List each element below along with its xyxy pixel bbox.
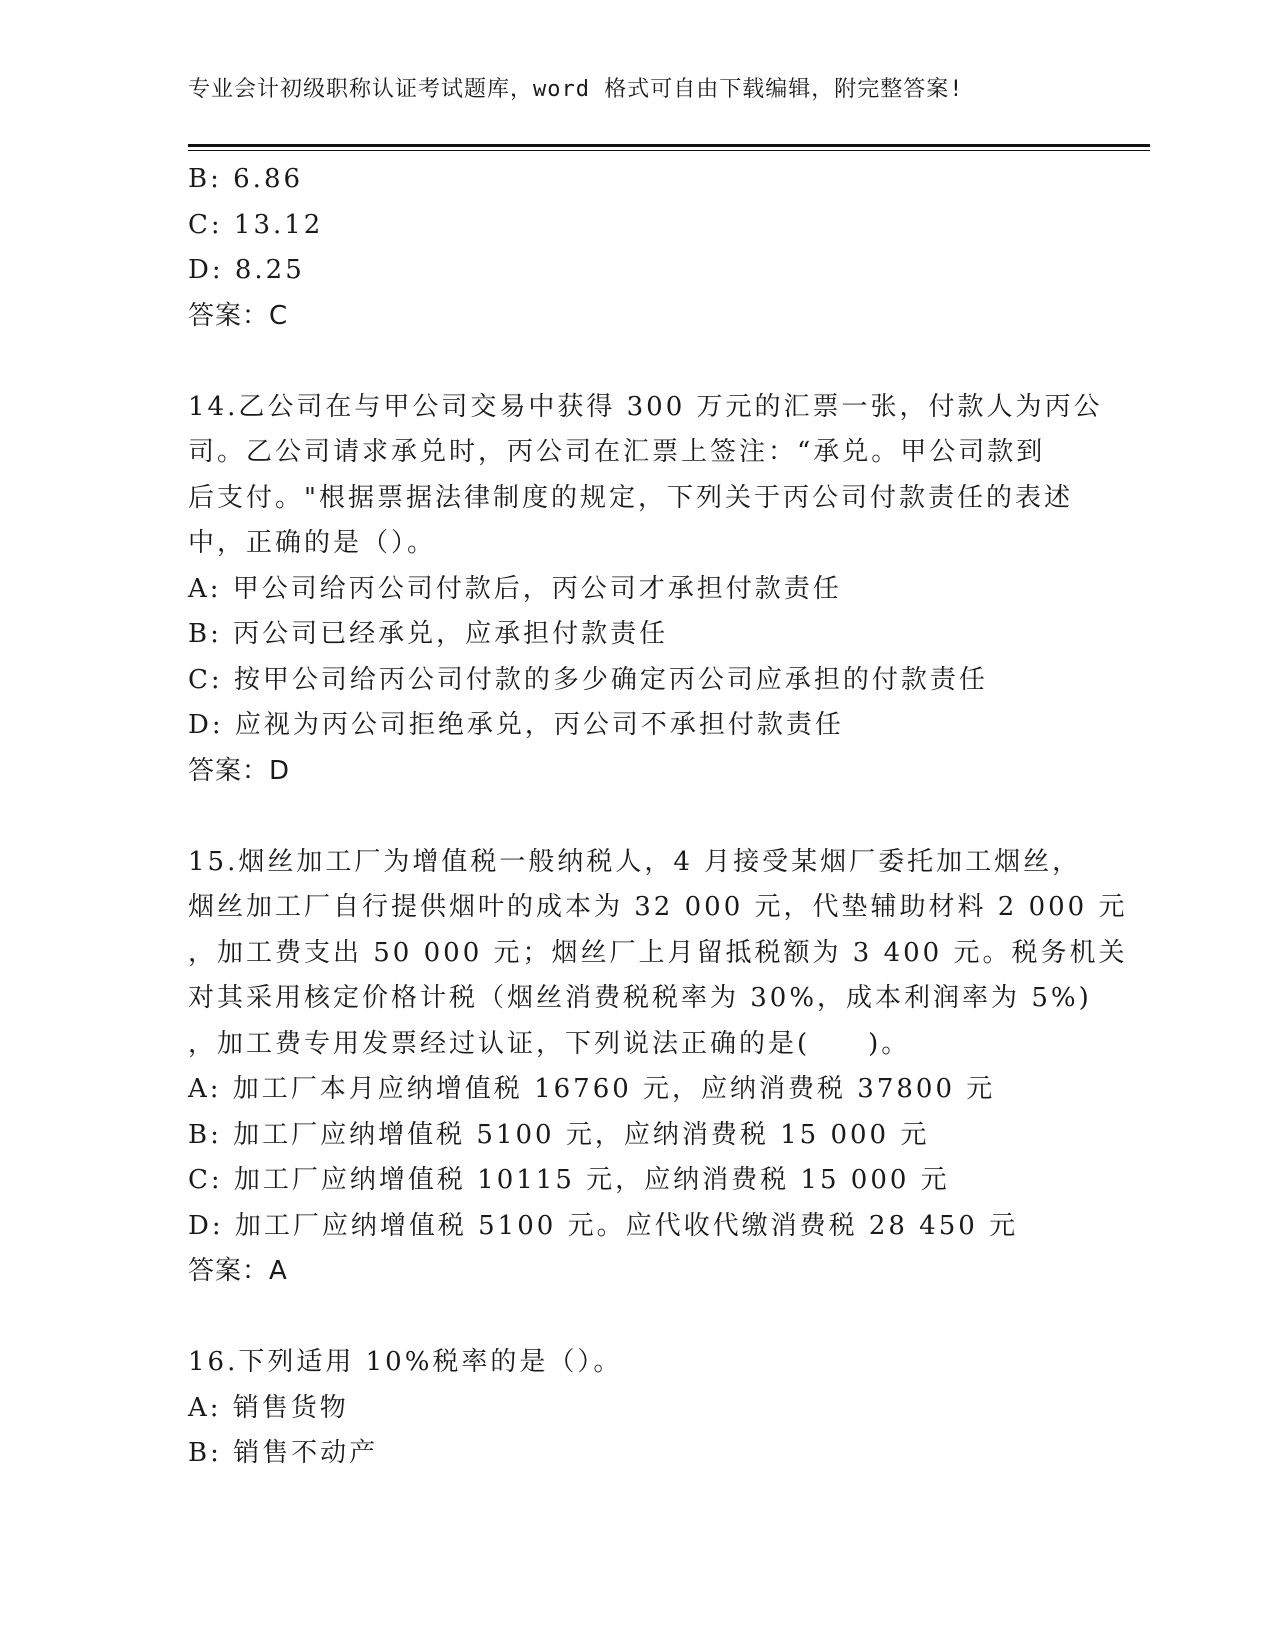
option-b: B: 6.86 [188,164,304,194]
option-d: D: 8.25 [188,255,305,285]
question-stem-line: 中，正确的是（）。 [188,528,437,558]
question-stem-line: 后支付。"根据票据法律制度的规定，下列关于丙公司付款责任的表述 [188,482,1073,513]
option-a: A: 甲公司给丙公司付款后，丙公司才承担付款责任 [188,573,842,604]
option-b: B: 加工厂应纳增值税 5100 元，应纳消费税 15 000 元 [188,1119,930,1150]
question-stem-line: 16.下列适用 10%税率的是（）。 [188,1347,623,1377]
option-d: D: 应视为丙公司拒绝承兑，丙公司不承担付款责任 [188,710,844,740]
answer-line: 答案：D [188,755,291,786]
question-stem-line: 15.烟丝加工厂为增值税一般纳税人，4 月接受某烟厂委托加工烟丝， [188,846,1082,877]
question-16 [188,1340,1088,1477]
option-c: C: 13.12 [188,209,324,240]
question-stem-line: 14.乙公司在与甲公司交易中获得 300 万元的汇票一张，付款人为丙公 [188,391,1103,422]
answer-line: 答案：A [188,1256,288,1286]
spacer [188,1295,1088,1341]
page-header: 专业会计初级职称认证考试题库，word 格式可自由下载编辑，附完整答案! [188,77,964,102]
question-stem-line: ，加工费专用发票经过认证，下列说法正确的是( )。 [188,1028,911,1059]
question-15 [188,840,1128,1295]
spacer [188,339,1088,385]
option-b: B: 丙公司已经承兑，应承担付款责任 [188,619,669,649]
option-a: A: 加工厂本月应纳增值税 16760 元，应纳消费税 37800 元 [188,1074,996,1104]
option-b: B: 销售不动产 [188,1438,379,1468]
header-rule-thin [188,150,1150,151]
option-a: A: 销售货物 [188,1392,349,1423]
question-13-continued [188,157,1088,339]
question-stem-line: ，加工费支出 50 000 元；烟丝厂上月留抵税额为 3 400 元。税务机关 [188,937,1128,968]
option-d: D: 加工厂应纳增值税 5100 元。应代收代缴消费税 28 450 元 [188,1210,1019,1241]
option-c: C: 按甲公司给丙公司付款的多少确定丙公司应承担的付款责任 [188,664,988,695]
option-c: C: 加工厂应纳增值税 10115 元，应纳消费税 15 000 元 [188,1165,950,1195]
header-rule-thick [188,144,1150,147]
question-stem-line: 烟丝加工厂自行提供烟叶的成本为 32 000 元，代垫辅助材料 2 000 元 [188,892,1128,922]
spacer [188,794,1088,840]
document-content [188,157,1128,1477]
answer-line: 答案：C [188,300,289,331]
question-stem-line: 司。乙公司请求承兑时，丙公司在汇票上签注：“承兑。甲公司款到 [188,437,1046,467]
question-14 [188,385,1103,795]
question-stem-line: 对其采用核定价格计税（烟丝消费税税率为 30%，成本利润率为 5%) [188,983,1092,1013]
